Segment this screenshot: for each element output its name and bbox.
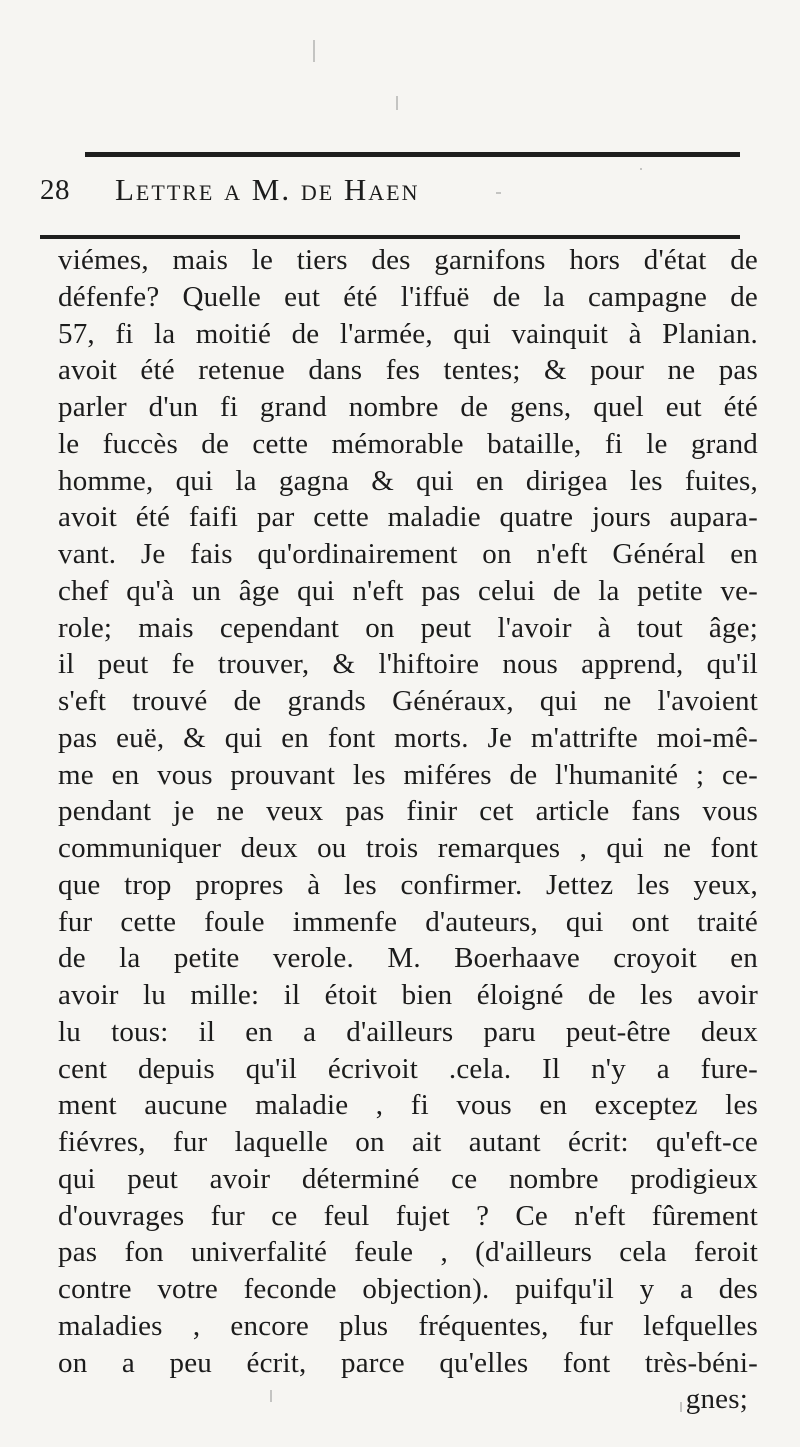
text-line: me en vous prouvant les miféres de l'humanité ; ce- (58, 758, 758, 791)
text-line: vant. Je fais qu'ordinairement on n'eft Général en (58, 538, 758, 570)
text-line: communiquer deux ou trois remarques , qui ne font (58, 832, 758, 864)
text-line: le fuccès de cette mémorable bataille, fi le grand (58, 427, 758, 460)
text-line: chef qu'à un âge qui n'eft pas celui de la petite ve- (58, 574, 758, 607)
text-line: on a peu écrit, parce qu'elles font très-béni- (58, 1346, 758, 1379)
text-line: fiévres, fur laquelle on ait autant écrit: qu'eft-ce (58, 1126, 758, 1158)
text-line: s'eft trouvé de grands Généraux, qui ne l'avoient (58, 685, 758, 717)
text-line: avoit été faifi par cette maladie quatre jours aupara- (58, 501, 758, 534)
text-line: role; mais cependant on peut l'avoir à tout âge; (58, 611, 758, 644)
header-rule-bottom (40, 235, 740, 239)
text-line: il peut fe trouver, & l'hiftoire nous apprend, qu'il (58, 648, 758, 681)
text-line: de la petite verole. M. Boerhaave croyoit en (58, 942, 758, 975)
body-text (58, 242, 758, 1418)
text-line: avoit été retenue dans fes tentes; & pour ne pas (58, 354, 758, 387)
text-line: maladies , encore plus fréquentes, fur lefquelles (58, 1309, 758, 1342)
text-line: ment aucune maladie , fi vous en exceptez les (58, 1089, 758, 1122)
text-line: 57, fi la moitié de l'armée, qui vainquit à Planian. (58, 317, 758, 350)
text-line: viémes, mais le tiers des garnifons hors d'état de (58, 244, 758, 276)
text-line: pas fon univerfalité feule , (d'ailleurs cela feroit (58, 1236, 758, 1269)
text-line: d'ouvrages fur ce feul fujet ? Ce n'eft fûrement (58, 1199, 758, 1232)
text-line: pendant je ne veux pas finir cet article fans vous (58, 795, 758, 828)
text-line: gnes; (685, 1383, 748, 1416)
text-line: cent depuis qu'il écrivoit .cela. Il n'y a fure- (58, 1052, 758, 1085)
text-line: qui peut avoir déterminé ce nombre prodigieux (58, 1162, 758, 1195)
text-line: contre votre feconde objection). puifqu'il y a des (58, 1273, 758, 1305)
text-line: homme, qui la gagna & qui en dirigea les fuites, (58, 464, 758, 497)
text-line: défenfe? Quelle eut été l'iffuë de la campagne de (58, 280, 758, 313)
header-rule-top (85, 152, 740, 157)
running-head: Lettre a M. de Haen (115, 172, 420, 207)
text-line: parler d'un fi grand nombre de gens, quel eut été (58, 391, 758, 423)
text-line: fur cette foule immenfe d'auteurs, qui ont traité (58, 905, 758, 938)
text-line: avoir lu mille: il étoit bien éloigné de les avoir (58, 979, 758, 1011)
text-line: lu tous: il en a d'ailleurs paru peut-être deux (58, 1015, 758, 1048)
page-header (40, 170, 740, 214)
text-line: que trop propres à les confirmer. Jettez les yeux, (58, 868, 758, 901)
page-number: 28 (40, 174, 70, 206)
text-line: pas euë, & qui en font morts. Je m'attrifte moi-mê- (58, 721, 758, 754)
